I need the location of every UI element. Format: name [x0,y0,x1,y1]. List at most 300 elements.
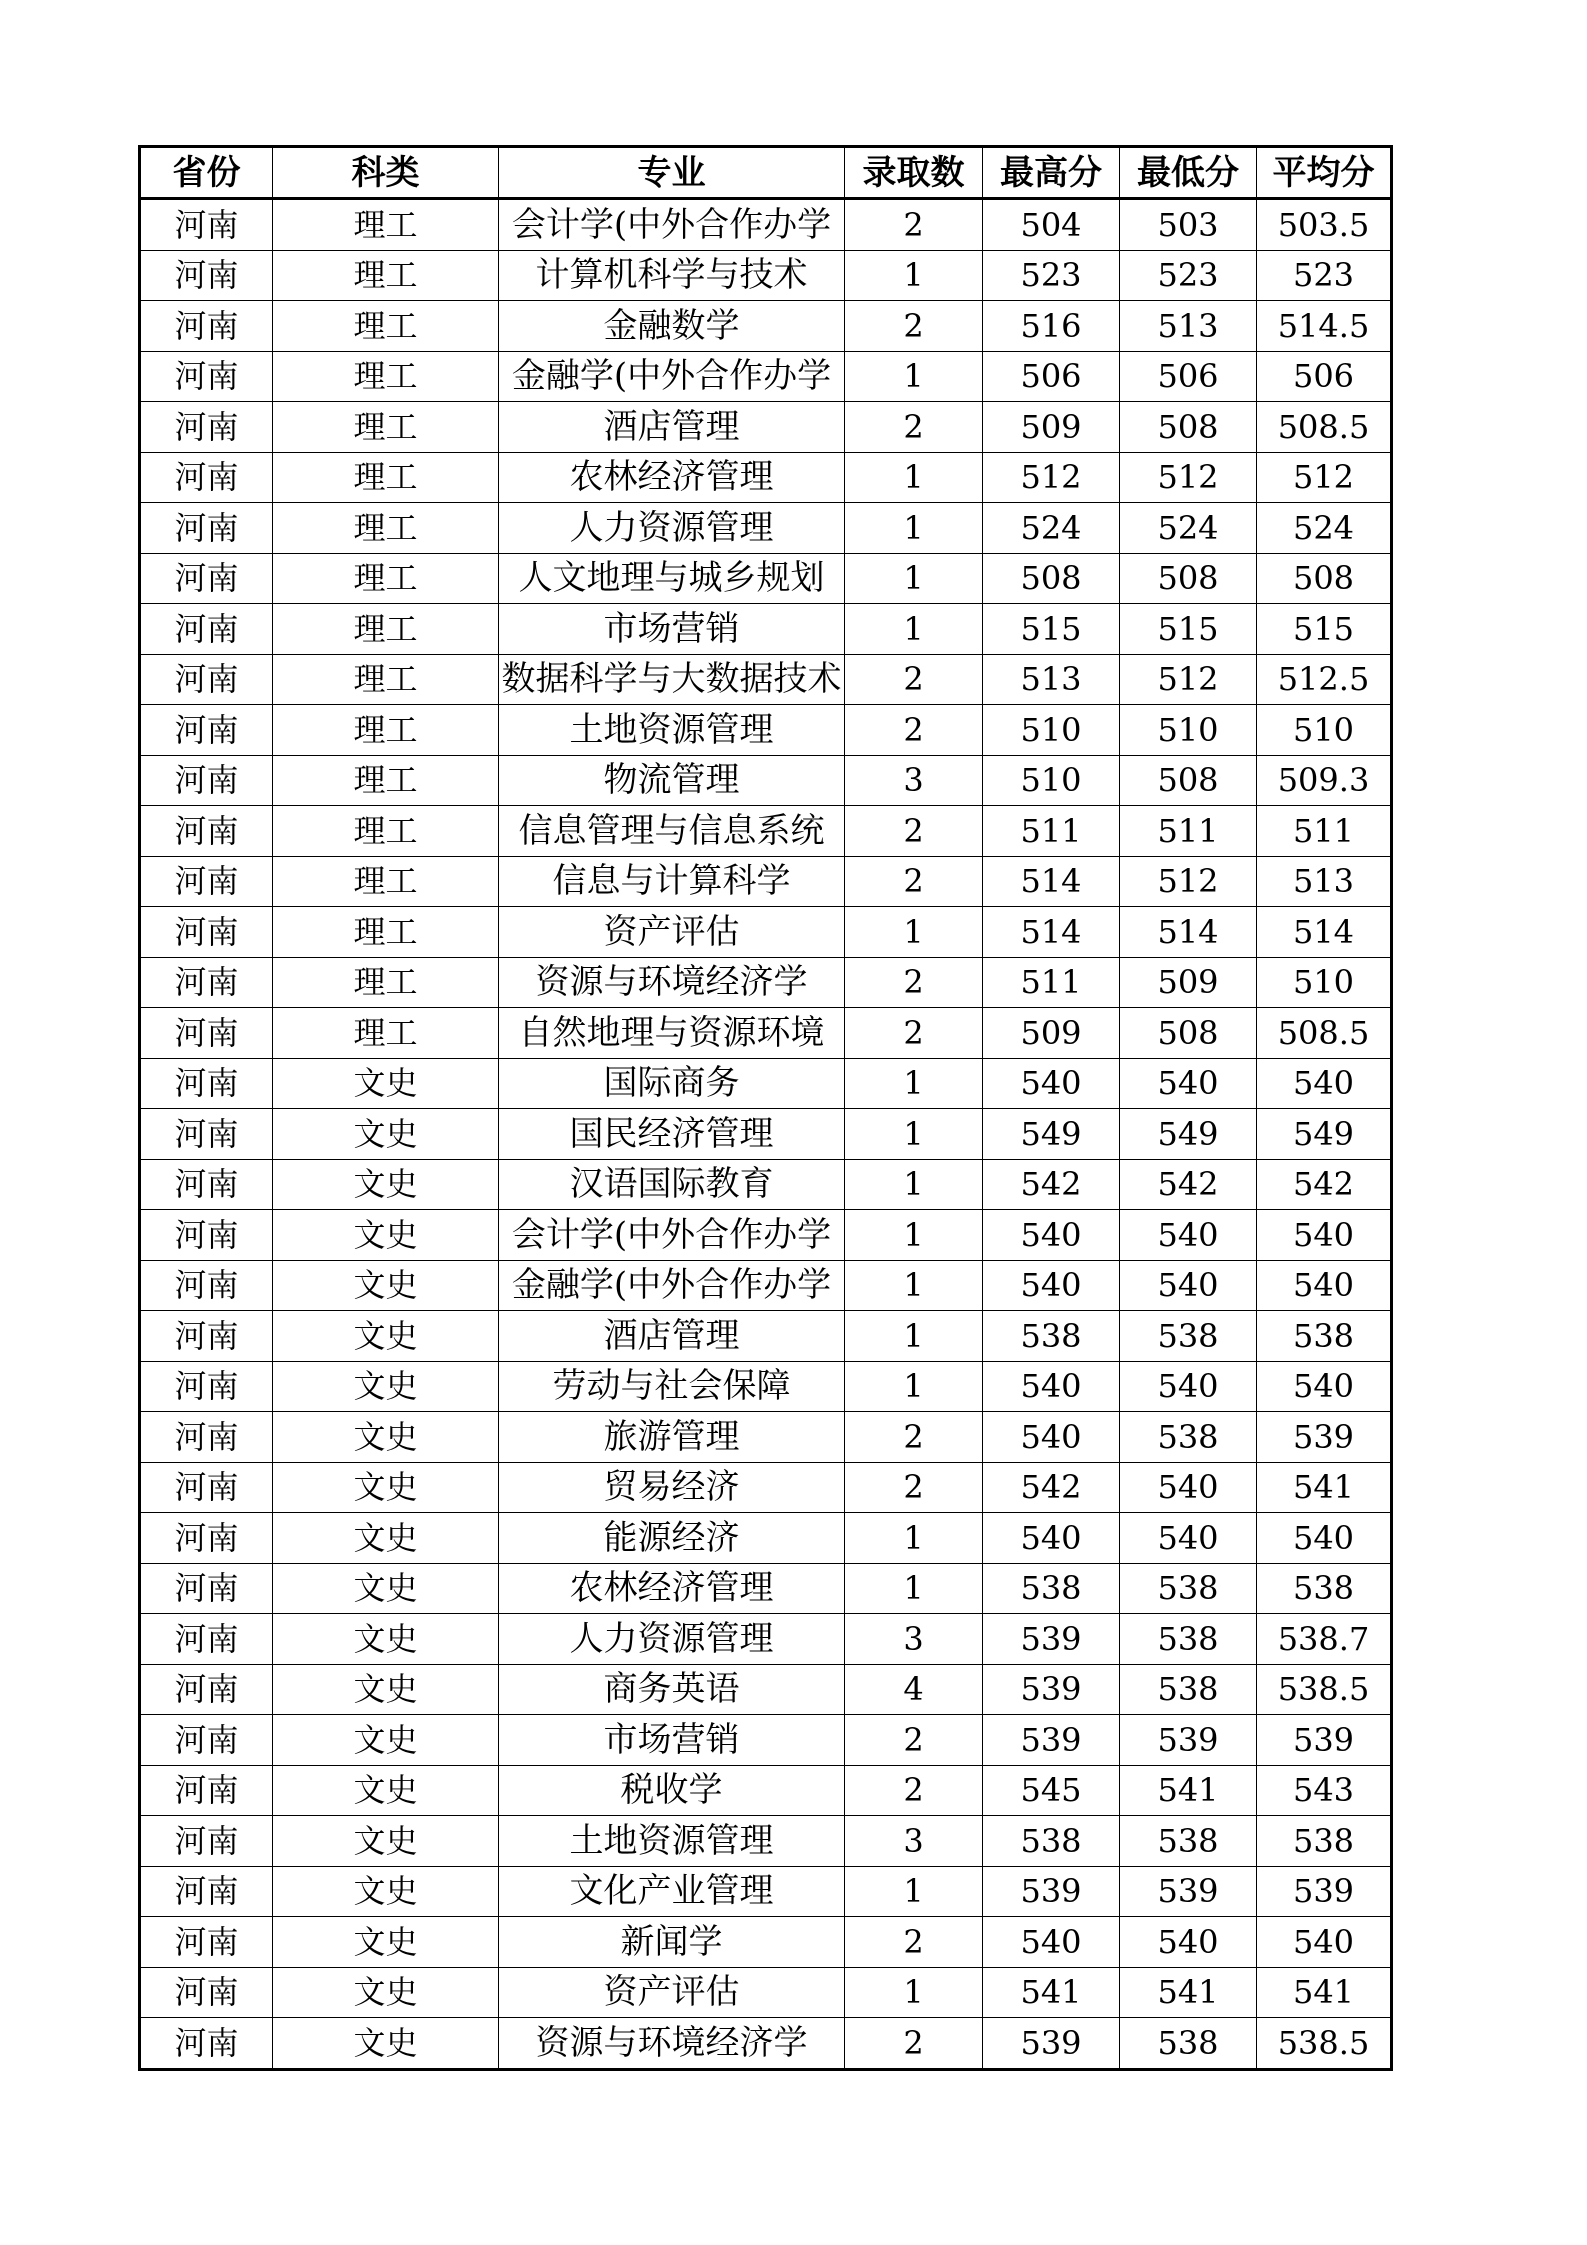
avg-score-cell: 540 [1257,1361,1392,1412]
province-cell: 河南 [140,1765,273,1816]
province-cell: 河南 [140,1058,273,1109]
province-cell: 河南 [140,1816,273,1867]
category-cell: 文史 [273,1765,499,1816]
avg-score-cell: 540 [1257,1513,1392,1564]
table-row [140,1462,1392,1513]
min-score-cell: 540 [1120,1210,1257,1261]
min-score-cell: 539 [1120,1866,1257,1917]
min-score-cell: 523 [1120,250,1257,301]
avg-score-cell: 508.5 [1257,402,1392,453]
header-max-score: 最高分 [983,147,1120,199]
avg-score-cell: 510 [1257,705,1392,756]
major-cell: 资产评估 [499,1967,845,2018]
admitted-count-cell: 2 [845,1462,983,1513]
table-row [140,1614,1392,1665]
major-cell: 酒店管理 [499,1311,845,1362]
category-cell: 文史 [273,1412,499,1463]
province-cell: 河南 [140,806,273,857]
table-row [140,1361,1392,1412]
province-cell: 河南 [140,1513,273,1564]
admitted-count-cell: 1 [845,1563,983,1614]
province-cell: 河南 [140,1917,273,1968]
max-score-cell: 540 [983,1513,1120,1564]
major-cell: 新闻学 [499,1917,845,1968]
province-cell: 河南 [140,1715,273,1766]
avg-score-cell: 549 [1257,1109,1392,1160]
admitted-count-cell: 1 [845,1866,983,1917]
major-cell: 能源经济 [499,1513,845,1564]
min-score-cell: 512 [1120,654,1257,705]
min-score-cell: 515 [1120,604,1257,655]
avg-score-cell: 539 [1257,1715,1392,1766]
min-score-cell: 540 [1120,1260,1257,1311]
major-cell: 计算机科学与技术 [499,250,845,301]
avg-score-cell: 538.5 [1257,1664,1392,1715]
category-cell: 文史 [273,1664,499,1715]
major-cell: 信息管理与信息系统 [499,806,845,857]
max-score-cell: 510 [983,705,1120,756]
admitted-count-cell: 2 [845,402,983,453]
province-cell: 河南 [140,1614,273,1665]
max-score-cell: 510 [983,755,1120,806]
province-cell: 河南 [140,1159,273,1210]
admitted-count-cell: 1 [845,1210,983,1261]
max-score-cell: 513 [983,654,1120,705]
province-cell: 河南 [140,351,273,402]
avg-score-cell: 543 [1257,1765,1392,1816]
min-score-cell: 508 [1120,1008,1257,1059]
major-cell: 国民经济管理 [499,1109,845,1160]
max-score-cell: 540 [983,1361,1120,1412]
admitted-count-cell: 2 [845,654,983,705]
max-score-cell: 514 [983,907,1120,958]
max-score-cell: 539 [983,1664,1120,1715]
max-score-cell: 539 [983,1614,1120,1665]
table-row [140,1210,1392,1261]
table-row [140,856,1392,907]
admitted-count-cell: 2 [845,199,983,251]
max-score-cell: 523 [983,250,1120,301]
max-score-cell: 540 [983,1260,1120,1311]
min-score-cell: 541 [1120,1765,1257,1816]
avg-score-cell: 511 [1257,806,1392,857]
admitted-count-cell: 1 [845,1159,983,1210]
category-cell: 理工 [273,402,499,453]
min-score-cell: 512 [1120,452,1257,503]
category-cell: 文史 [273,1866,499,1917]
category-cell: 理工 [273,351,499,402]
province-cell: 河南 [140,1967,273,2018]
province-cell: 河南 [140,1361,273,1412]
admitted-count-cell: 1 [845,907,983,958]
category-cell: 文史 [273,1311,499,1362]
category-cell: 理工 [273,806,499,857]
min-score-cell: 524 [1120,503,1257,554]
min-score-cell: 508 [1120,755,1257,806]
table-row [140,553,1392,604]
max-score-cell: 539 [983,2018,1120,2070]
max-score-cell: 540 [983,1210,1120,1261]
major-cell: 会计学(中外合作办学 [499,199,845,251]
min-score-cell: 514 [1120,907,1257,958]
province-cell: 河南 [140,2018,273,2070]
category-cell: 理工 [273,503,499,554]
max-score-cell: 540 [983,1058,1120,1109]
province-cell: 河南 [140,856,273,907]
major-cell: 数据科学与大数据技术 [499,654,845,705]
table-row [140,2018,1392,2070]
province-cell: 河南 [140,301,273,352]
province-cell: 河南 [140,503,273,554]
table-row [140,1260,1392,1311]
table-row [140,199,1392,251]
min-score-cell: 540 [1120,1058,1257,1109]
admitted-count-cell: 2 [845,1917,983,1968]
admitted-count-cell: 1 [845,250,983,301]
category-cell: 文史 [273,1109,499,1160]
province-cell: 河南 [140,957,273,1008]
major-cell: 会计学(中外合作办学 [499,1210,845,1261]
table-row [140,1159,1392,1210]
min-score-cell: 538 [1120,1563,1257,1614]
major-cell: 市场营销 [499,604,845,655]
admitted-count-cell: 1 [845,1109,983,1160]
province-cell: 河南 [140,250,273,301]
province-cell: 河南 [140,402,273,453]
max-score-cell: 539 [983,1715,1120,1766]
avg-score-cell: 538.7 [1257,1614,1392,1665]
max-score-cell: 504 [983,199,1120,251]
category-cell: 文史 [273,1210,499,1261]
table-row [140,705,1392,756]
major-cell: 农林经济管理 [499,1563,845,1614]
province-cell: 河南 [140,1412,273,1463]
max-score-cell: 515 [983,604,1120,655]
max-score-cell: 545 [983,1765,1120,1816]
table-row [140,1563,1392,1614]
max-score-cell: 516 [983,301,1120,352]
admitted-count-cell: 3 [845,1614,983,1665]
max-score-cell: 512 [983,452,1120,503]
province-cell: 河南 [140,604,273,655]
province-cell: 河南 [140,1563,273,1614]
min-score-cell: 540 [1120,1462,1257,1513]
province-cell: 河南 [140,654,273,705]
major-cell: 酒店管理 [499,402,845,453]
header-avg-score: 平均分 [1257,147,1392,199]
header-admitted-count: 录取数 [845,147,983,199]
admitted-count-cell: 1 [845,452,983,503]
admitted-count-cell: 1 [845,1361,983,1412]
table-row [140,604,1392,655]
max-score-cell: 508 [983,553,1120,604]
category-cell: 理工 [273,907,499,958]
table-row [140,1816,1392,1867]
table-row [140,957,1392,1008]
min-score-cell: 542 [1120,1159,1257,1210]
avg-score-cell: 503.5 [1257,199,1392,251]
major-cell: 物流管理 [499,755,845,806]
major-cell: 资源与环境经济学 [499,957,845,1008]
category-cell: 文史 [273,1917,499,1968]
avg-score-cell: 509.3 [1257,755,1392,806]
admitted-count-cell: 2 [845,957,983,1008]
admitted-count-cell: 1 [845,553,983,604]
province-cell: 河南 [140,907,273,958]
avg-score-cell: 541 [1257,1462,1392,1513]
max-score-cell: 542 [983,1159,1120,1210]
category-cell: 文史 [273,1462,499,1513]
avg-score-cell: 506 [1257,351,1392,402]
province-cell: 河南 [140,452,273,503]
admitted-count-cell: 1 [845,1311,983,1362]
table-row [140,1715,1392,1766]
major-cell: 国际商务 [499,1058,845,1109]
min-score-cell: 549 [1120,1109,1257,1160]
table-row [140,1058,1392,1109]
province-cell: 河南 [140,1260,273,1311]
province-cell: 河南 [140,1109,273,1160]
admitted-count-cell: 1 [845,1260,983,1311]
avg-score-cell: 515 [1257,604,1392,655]
max-score-cell: 524 [983,503,1120,554]
max-score-cell: 539 [983,1866,1120,1917]
max-score-cell: 511 [983,957,1120,1008]
max-score-cell: 538 [983,1311,1120,1362]
province-cell: 河南 [140,1311,273,1362]
min-score-cell: 540 [1120,1513,1257,1564]
avg-score-cell: 540 [1257,1058,1392,1109]
table-row [140,907,1392,958]
avg-score-cell: 539 [1257,1866,1392,1917]
major-cell: 人文地理与城乡规划 [499,553,845,604]
major-cell: 金融学(中外合作办学 [499,1260,845,1311]
major-cell: 农林经济管理 [499,452,845,503]
max-score-cell: 509 [983,1008,1120,1059]
table-row [140,755,1392,806]
category-cell: 理工 [273,301,499,352]
admitted-count-cell: 1 [845,351,983,402]
max-score-cell: 509 [983,402,1120,453]
avg-score-cell: 542 [1257,1159,1392,1210]
min-score-cell: 540 [1120,1361,1257,1412]
avg-score-cell: 540 [1257,1210,1392,1261]
table-row [140,452,1392,503]
avg-score-cell: 508.5 [1257,1008,1392,1059]
max-score-cell: 542 [983,1462,1120,1513]
avg-score-cell: 538 [1257,1563,1392,1614]
avg-score-cell: 523 [1257,250,1392,301]
province-cell: 河南 [140,1008,273,1059]
max-score-cell: 541 [983,1967,1120,2018]
table-body [140,199,1392,2070]
avg-score-cell: 508 [1257,553,1392,604]
min-score-cell: 540 [1120,1917,1257,1968]
avg-score-cell: 512 [1257,452,1392,503]
header-province: 省份 [140,147,273,199]
category-cell: 文史 [273,1816,499,1867]
admitted-count-cell: 2 [845,2018,983,2070]
admitted-count-cell: 1 [845,1513,983,1564]
min-score-cell: 512 [1120,856,1257,907]
min-score-cell: 541 [1120,1967,1257,2018]
major-cell: 资产评估 [499,907,845,958]
table-row [140,351,1392,402]
table-row [140,806,1392,857]
min-score-cell: 538 [1120,1311,1257,1362]
max-score-cell: 540 [983,1917,1120,1968]
category-cell: 理工 [273,1008,499,1059]
table-row [140,1866,1392,1917]
header-major: 专业 [499,147,845,199]
table-row [140,1008,1392,1059]
admitted-count-cell: 2 [845,1765,983,1816]
admitted-count-cell: 2 [845,1412,983,1463]
province-cell: 河南 [140,1866,273,1917]
table-row [140,1109,1392,1160]
admitted-count-cell: 1 [845,503,983,554]
major-cell: 劳动与社会保障 [499,1361,845,1412]
category-cell: 文史 [273,1967,499,2018]
avg-score-cell: 513 [1257,856,1392,907]
max-score-cell: 511 [983,806,1120,857]
min-score-cell: 538 [1120,1816,1257,1867]
min-score-cell: 539 [1120,1715,1257,1766]
table-row [140,1765,1392,1816]
min-score-cell: 510 [1120,705,1257,756]
major-cell: 人力资源管理 [499,503,845,554]
min-score-cell: 506 [1120,351,1257,402]
header-row [140,147,1392,199]
category-cell: 文史 [273,1058,499,1109]
avg-score-cell: 538 [1257,1816,1392,1867]
avg-score-cell: 540 [1257,1260,1392,1311]
major-cell: 资源与环境经济学 [499,2018,845,2070]
category-cell: 理工 [273,604,499,655]
table-row [140,503,1392,554]
category-cell: 文史 [273,1614,499,1665]
table-row [140,250,1392,301]
province-cell: 河南 [140,1664,273,1715]
admitted-count-cell: 1 [845,1058,983,1109]
max-score-cell: 538 [983,1816,1120,1867]
avg-score-cell: 538 [1257,1311,1392,1362]
major-cell: 汉语国际教育 [499,1159,845,1210]
major-cell: 商务英语 [499,1664,845,1715]
max-score-cell: 514 [983,856,1120,907]
min-score-cell: 509 [1120,957,1257,1008]
major-cell: 金融数学 [499,301,845,352]
min-score-cell: 538 [1120,1614,1257,1665]
category-cell: 文史 [273,1513,499,1564]
admitted-count-cell: 2 [845,1715,983,1766]
category-cell: 文史 [273,1260,499,1311]
major-cell: 税收学 [499,1765,845,1816]
admission-scores-table [138,145,1393,2071]
min-score-cell: 538 [1120,2018,1257,2070]
avg-score-cell: 539 [1257,1412,1392,1463]
max-score-cell: 549 [983,1109,1120,1160]
admitted-count-cell: 4 [845,1664,983,1715]
max-score-cell: 506 [983,351,1120,402]
category-cell: 理工 [273,452,499,503]
table-row [140,301,1392,352]
admitted-count-cell: 1 [845,1967,983,2018]
avg-score-cell: 541 [1257,1967,1392,2018]
table-row [140,1311,1392,1362]
max-score-cell: 538 [983,1563,1120,1614]
major-cell: 信息与计算科学 [499,856,845,907]
province-cell: 河南 [140,705,273,756]
avg-score-cell: 538.5 [1257,2018,1392,2070]
admitted-count-cell: 2 [845,1008,983,1059]
category-cell: 理工 [273,250,499,301]
min-score-cell: 538 [1120,1412,1257,1463]
category-cell: 理工 [273,654,499,705]
avg-score-cell: 512.5 [1257,654,1392,705]
category-cell: 文史 [273,1361,499,1412]
min-score-cell: 508 [1120,553,1257,604]
max-score-cell: 540 [983,1412,1120,1463]
table-row [140,654,1392,705]
province-cell: 河南 [140,199,273,251]
category-cell: 理工 [273,755,499,806]
avg-score-cell: 524 [1257,503,1392,554]
header-category: 科类 [273,147,499,199]
admitted-count-cell: 2 [845,806,983,857]
major-cell: 金融学(中外合作办学 [499,351,845,402]
category-cell: 文史 [273,2018,499,2070]
avg-score-cell: 514 [1257,907,1392,958]
major-cell: 人力资源管理 [499,1614,845,1665]
admitted-count-cell: 3 [845,755,983,806]
major-cell: 旅游管理 [499,1412,845,1463]
major-cell: 贸易经济 [499,1462,845,1513]
table-row [140,402,1392,453]
avg-score-cell: 510 [1257,957,1392,1008]
category-cell: 理工 [273,553,499,604]
admitted-count-cell: 2 [845,705,983,756]
admitted-count-cell: 2 [845,856,983,907]
category-cell: 理工 [273,199,499,251]
major-cell: 自然地理与资源环境 [499,1008,845,1059]
province-cell: 河南 [140,1210,273,1261]
category-cell: 文史 [273,1563,499,1614]
table-row [140,1967,1392,2018]
avg-score-cell: 514.5 [1257,301,1392,352]
avg-score-cell: 540 [1257,1917,1392,1968]
province-cell: 河南 [140,1462,273,1513]
province-cell: 河南 [140,553,273,604]
header-min-score: 最低分 [1120,147,1257,199]
table-row [140,1664,1392,1715]
category-cell: 理工 [273,705,499,756]
admitted-count-cell: 1 [845,604,983,655]
min-score-cell: 513 [1120,301,1257,352]
table-row [140,1513,1392,1564]
category-cell: 文史 [273,1159,499,1210]
province-cell: 河南 [140,755,273,806]
major-cell: 土地资源管理 [499,1816,845,1867]
min-score-cell: 503 [1120,199,1257,251]
admitted-count-cell: 3 [845,1816,983,1867]
min-score-cell: 538 [1120,1664,1257,1715]
category-cell: 理工 [273,957,499,1008]
major-cell: 文化产业管理 [499,1866,845,1917]
admitted-count-cell: 2 [845,301,983,352]
min-score-cell: 511 [1120,806,1257,857]
major-cell: 土地资源管理 [499,705,845,756]
